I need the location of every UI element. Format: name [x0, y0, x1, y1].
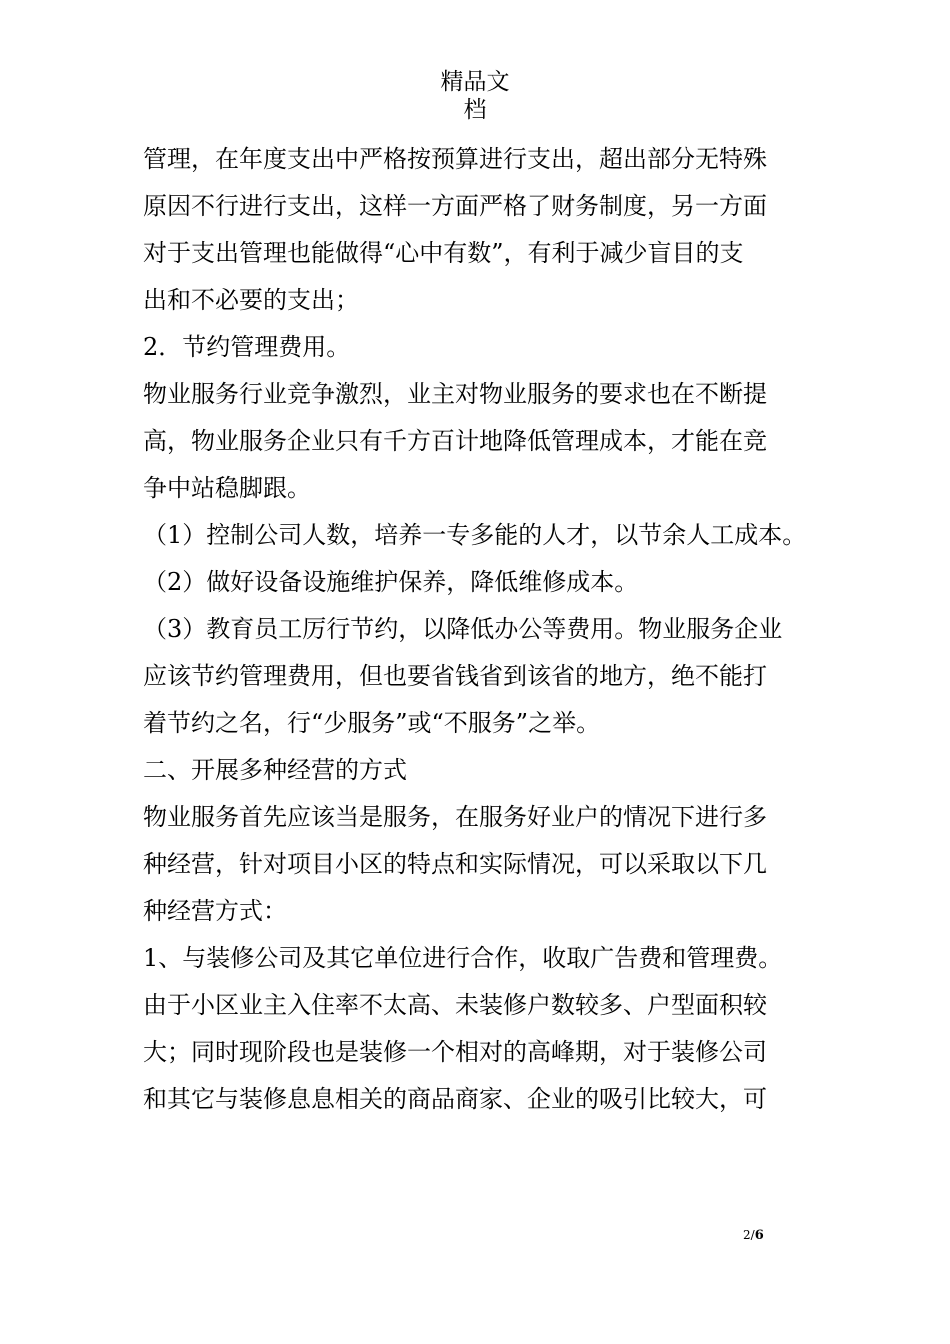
text-line: 管理，在年度支出中严格按预算进行支出，超出部分无特殊 — [143, 145, 767, 173]
text-line: 着节约之名，行“少服务”或“不服务”之举。 — [143, 709, 601, 737]
text-line: 2．节约管理费用。 — [143, 333, 351, 361]
text-line: 争中站稳脚跟。 — [143, 474, 311, 502]
text-line: 1、与装修公司及其它单位进行合作，收取广告费和管理费。 — [143, 944, 783, 972]
page-total: 6 — [754, 1228, 764, 1243]
text-line: 物业服务首先应该当是服务，在服务好业户的情况下进行多 — [143, 803, 767, 831]
text-line: （1）控制公司人数，培养一专多能的人才，以节余人工成本。 — [143, 521, 807, 549]
text-line: 原因不行进行支出，这样一方面严格了财务制度，另一方面 — [143, 192, 767, 220]
header-title-line2: 档 — [463, 97, 487, 123]
text-line: 对于支出管理也能做得“心中有数”，有利于减少盲目的支 — [143, 239, 744, 267]
text-line: 和其它与装修息息相关的商品商家、企业的吸引比较大，可 — [143, 1085, 767, 1113]
text-line: 大；同时现阶段也是装修一个相对的高峰期，对于装修公司 — [143, 1038, 767, 1066]
page-number — [743, 1228, 764, 1243]
text-line: 种经营，针对项目小区的特点和实际情况，可以采取以下几 — [143, 850, 767, 878]
text-line: 种经营方式： — [143, 897, 287, 925]
text-line: 由于小区业主入住率不太高、未装修户数较多、户型面积较 — [143, 991, 767, 1019]
text-line: 物业服务行业竞争激烈，业主对物业服务的要求也在不断提 — [143, 380, 767, 408]
document-body — [143, 136, 823, 1123]
text-line: （3）教育员工厉行节约，以降低办公等费用。物业服务企业 — [143, 615, 783, 643]
text-line: 应该节约管理费用，但也要省钱省到该省的地方，绝不能打 — [143, 662, 767, 690]
text-line: 二、开展多种经营的方式 — [143, 756, 407, 784]
text-line: （2）做好设备设施维护保养，降低维修成本。 — [143, 568, 639, 596]
page-current: 2/ — [743, 1228, 755, 1242]
text-line: 出和不必要的支出； — [143, 286, 359, 314]
text-line: 高，物业服务企业只有千方百计地降低管理成本，才能在竞 — [143, 427, 767, 455]
header-title-line1: 精品文 — [440, 69, 510, 95]
